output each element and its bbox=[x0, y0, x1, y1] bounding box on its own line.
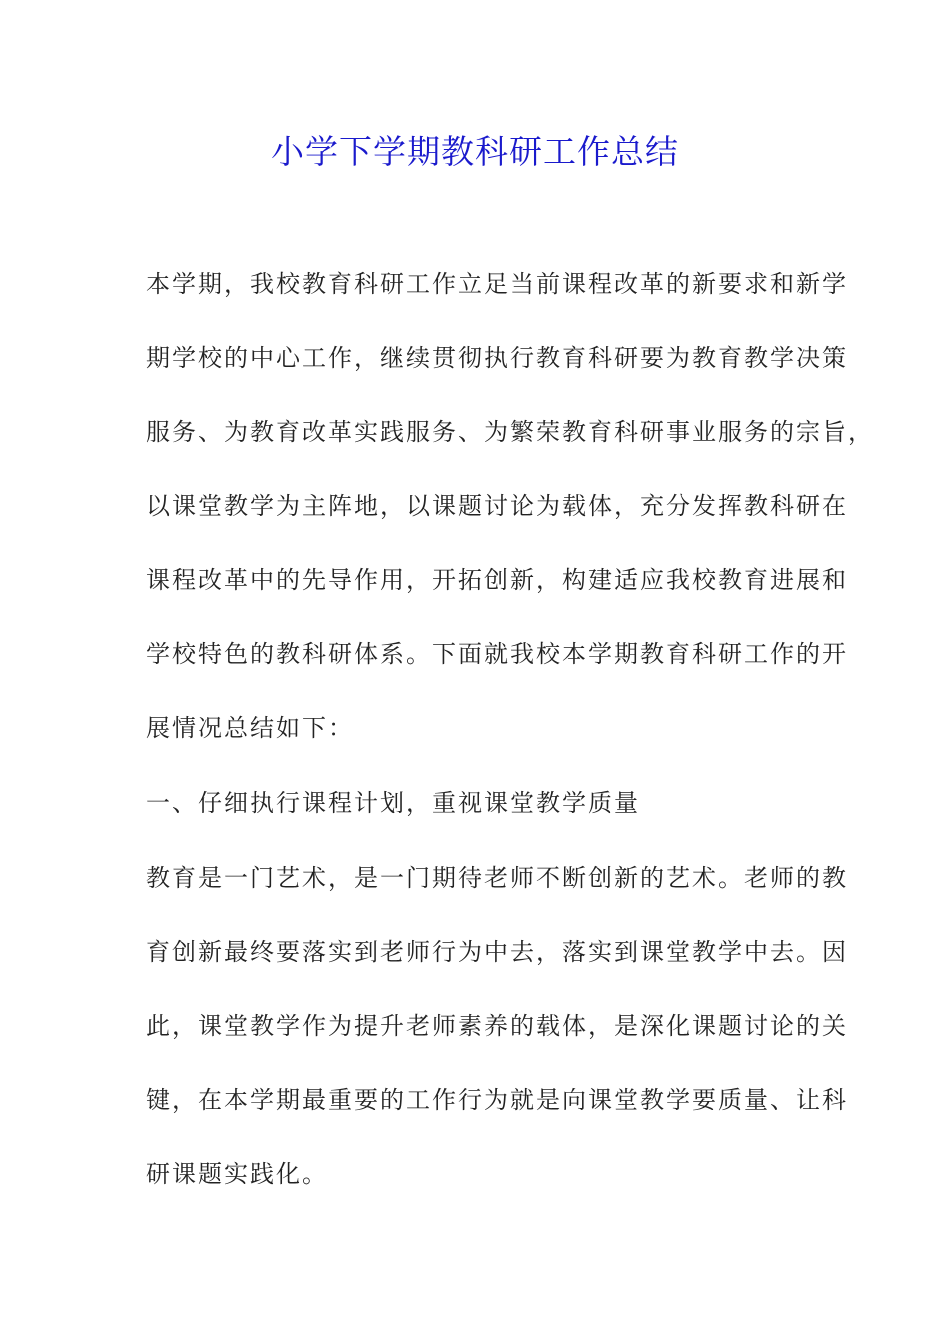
paragraph-line: 以课堂教学为主阵地，以课题讨论为载体，充分发挥教科研在 bbox=[146, 492, 848, 520]
paragraph-line: 本学期，我校教育科研工作立足当前课程改革的新要求和新学 bbox=[146, 270, 848, 298]
paragraph-line: 学校特色的教科研体系。下面就我校本学期教育科研工作的开 bbox=[146, 640, 848, 668]
paragraph-line: 课程改革中的先导作用，开拓创新，构建适应我校教育进展和 bbox=[146, 566, 848, 594]
paragraph-line: 展情况总结如下： bbox=[146, 714, 354, 742]
section-heading: 一、仔细执行课程计划，重视课堂教学质量 bbox=[146, 789, 640, 817]
paragraph-line: 期学校的中心工作，继续贯彻执行教育科研要为教育教学决策 bbox=[146, 344, 848, 372]
paragraph-line: 服务、为教育改革实践服务、为繁荣教育科研事业服务的宗旨， bbox=[146, 418, 874, 446]
paragraph-line: 育创新最终要落实到老师行为中去，落实到课堂教学中去。因 bbox=[146, 938, 848, 966]
paragraph-line: 教育是一门艺术，是一门期待老师不断创新的艺术。老师的教 bbox=[146, 864, 848, 892]
paragraph-line: 研课题实践化。 bbox=[146, 1160, 328, 1188]
paragraph-line: 此，课堂教学作为提升老师素养的载体，是深化课题讨论的关 bbox=[146, 1012, 848, 1040]
document-title: 小学下学期教科研工作总结 bbox=[271, 132, 679, 171]
paragraph-line: 键，在本学期最重要的工作行为就是向课堂教学要质量、让科 bbox=[146, 1086, 848, 1114]
